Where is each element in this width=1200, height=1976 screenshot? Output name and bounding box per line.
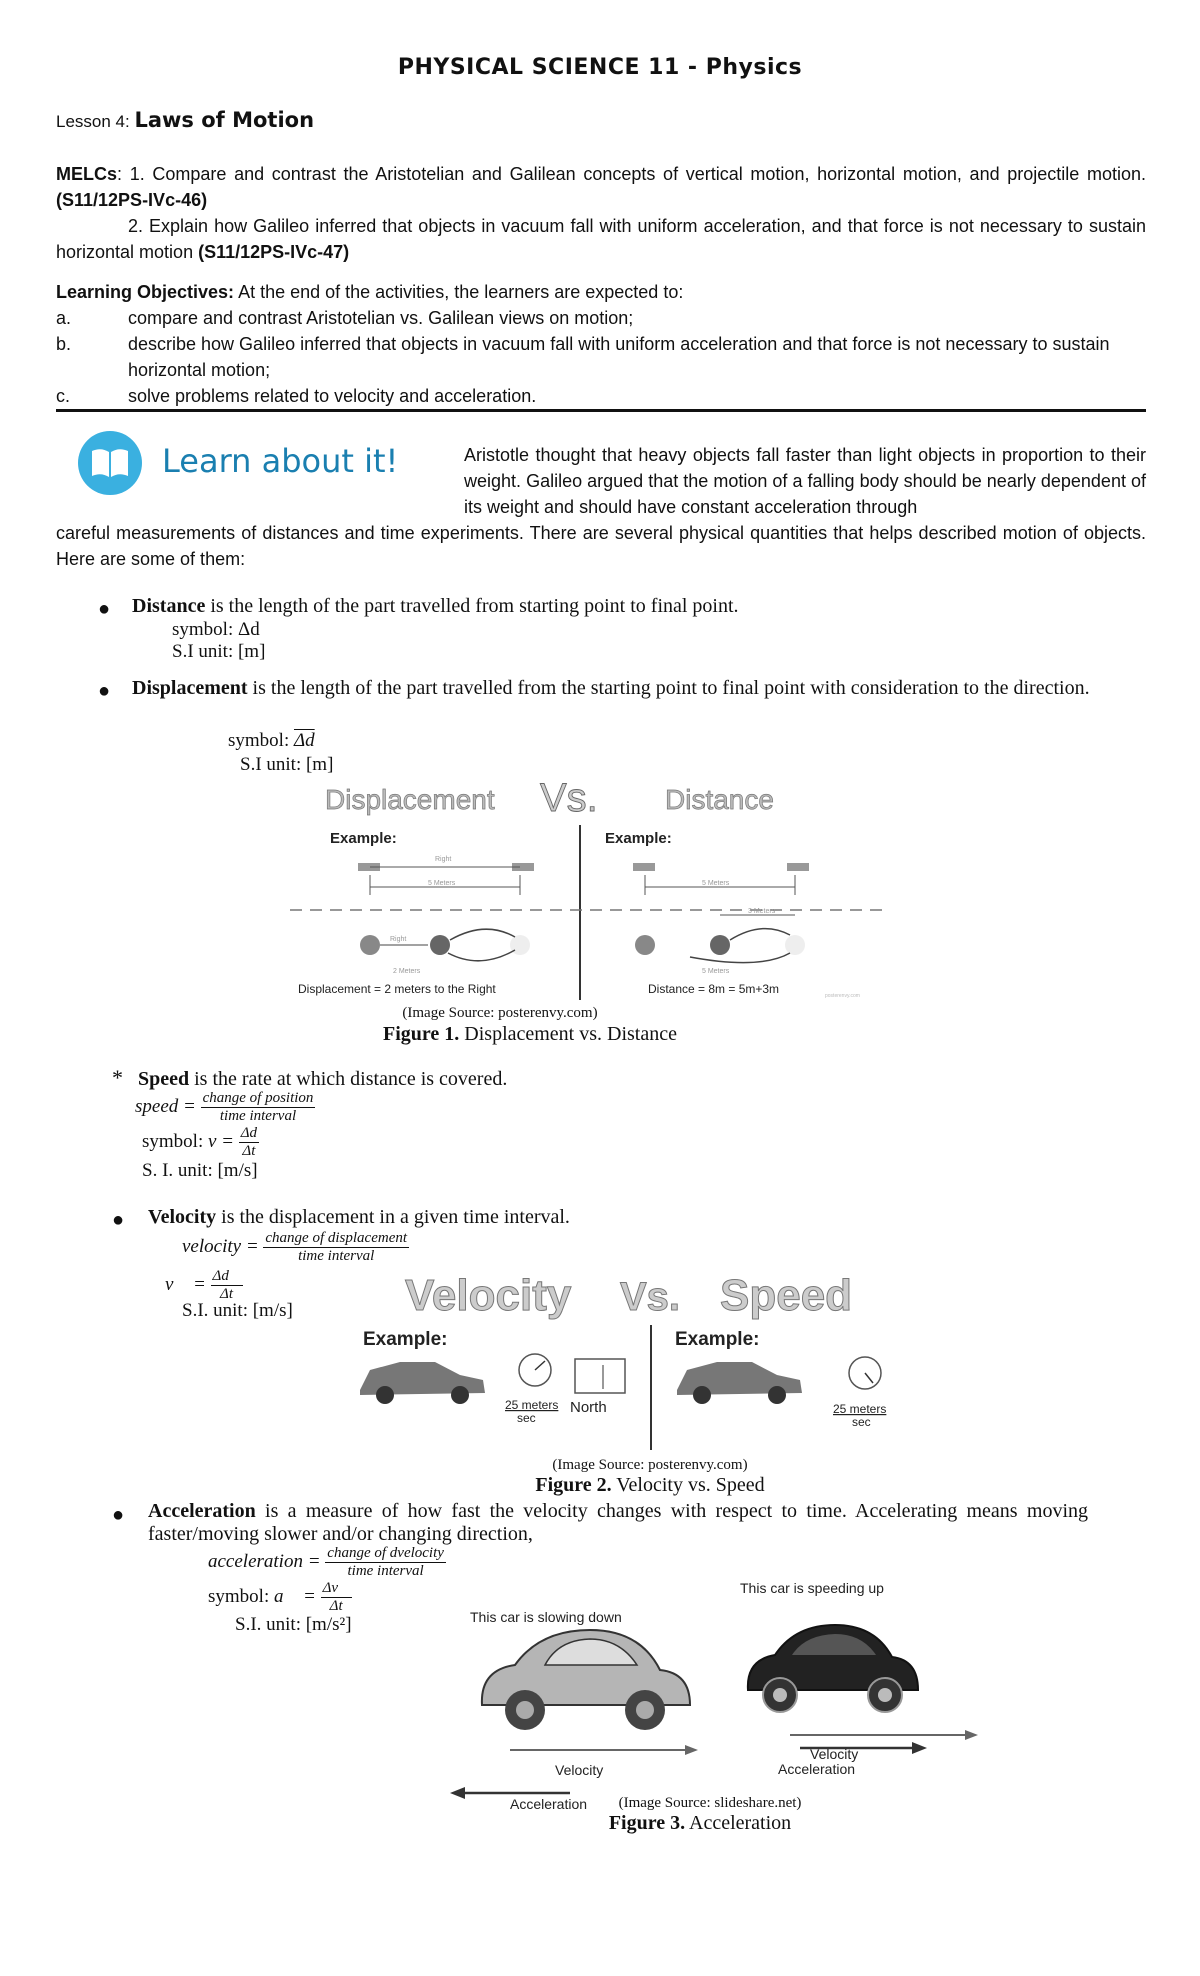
velocity-den: time interval xyxy=(298,1248,375,1264)
speed-formula-lhs: speed = xyxy=(135,1095,196,1117)
acceleration-def: is a measure of how fast the velocity changes with respect to time. Accelerating means moving faster/moving slower and/or changing direction, xyxy=(148,1500,1088,1545)
fig2-heading-right: Speed xyxy=(720,1271,853,1320)
fig1-arc xyxy=(450,929,515,940)
fig1-marker xyxy=(633,863,655,871)
fig2-heading-vs: Vs. xyxy=(620,1275,681,1319)
learn-about-it-badge xyxy=(70,428,460,498)
speed-symbol-label: symbol: xyxy=(142,1130,208,1152)
acceleration-symbol-fraction xyxy=(321,1580,352,1615)
fig1-label-5m-bottom: 5 Meters xyxy=(702,968,730,975)
velocity-term: Velocity xyxy=(148,1206,217,1228)
fig1-result-right: Distance = 8m = 5m+3m xyxy=(648,982,780,996)
fig3-arrowhead xyxy=(912,1742,927,1754)
distance-definition xyxy=(132,595,739,618)
objective-item xyxy=(56,331,1146,383)
acceleration-definition xyxy=(148,1500,1088,1546)
velocity-def: is the displacement in a given time interval. xyxy=(216,1206,570,1228)
fig3-fast-car xyxy=(748,1625,918,1712)
fig2-direction: North xyxy=(570,1399,607,1416)
velocity-symbol-lhs: v⃗ = xyxy=(165,1273,206,1295)
lesson-heading xyxy=(56,108,314,132)
figure-1-label: Figure 1. xyxy=(382,1023,460,1045)
objective-text: describe how Galileo inferred that objects in vacuum fall with uniform acceleration and that force is not necessary to sustain horizontal motion; xyxy=(128,334,1110,380)
displacement-symbol-value: $\overline{\Delta d}$ xyxy=(293,730,315,751)
speed-fraction xyxy=(201,1090,316,1125)
velocity-symbol xyxy=(165,1268,243,1303)
velocity-symbol-fraction xyxy=(211,1268,243,1303)
learn-intro-full: careful measurements of distances and time experiments. There are several physical quantities that helps described motion of objects. Here are some of them: xyxy=(56,523,1146,569)
objective-marker: b. xyxy=(56,334,72,354)
velocity-unit: S.I. unit: [m/s] xyxy=(182,1300,293,1321)
fig2-speed-right-num: 25 meters xyxy=(833,1402,887,1416)
figure-2-source: (Image Source: posterenvy.com) xyxy=(552,1457,748,1473)
figure-3-illustration xyxy=(440,1575,1000,1810)
fig1-ball xyxy=(430,935,450,955)
velocity-symbol-num: Δd⃗ xyxy=(212,1268,241,1284)
acceleration-num: change of dvelocity xyxy=(327,1545,444,1561)
melcs-code-1: (S11/12PS-IVc-46) xyxy=(56,190,208,210)
melcs-text-2: 2. Explain how Galileo inferred that objects in vacuum fall with uniform acceleration, and that force is not necessary to sustain horizontal motion xyxy=(56,216,1146,262)
fig3-velocity-left: Velocity xyxy=(555,1762,604,1778)
acceleration-den: time interval xyxy=(347,1563,424,1579)
displacement-def: is the length of the part travelled from the starting point to final point with consideration to the direction. xyxy=(247,677,1090,699)
figure-2-name: Velocity vs. Speed xyxy=(611,1474,765,1496)
displacement-unit: S.I unit: [m] xyxy=(240,754,334,775)
figure-2-caption xyxy=(430,1474,870,1497)
speed-star: * xyxy=(112,1065,123,1090)
velocity-fraction xyxy=(263,1230,409,1265)
fig2-car-right xyxy=(677,1362,802,1404)
distance-term: Distance xyxy=(132,595,206,617)
velocity-num: change of displacement xyxy=(265,1230,408,1246)
fig2-speed-right-den: sec xyxy=(852,1415,871,1429)
velocity-definition xyxy=(148,1206,570,1229)
figure-3-name: Acceleration xyxy=(685,1812,792,1834)
velocity-formula xyxy=(182,1230,409,1265)
speed-den: time interval xyxy=(219,1108,297,1124)
distance-unit: S.I unit: [m] xyxy=(172,641,266,662)
fig1-arc xyxy=(448,950,515,961)
fig3-slow-car xyxy=(482,1630,690,1730)
figure-1-source: (Image Source: posterenvy.com) xyxy=(402,1005,598,1021)
speed-symbol xyxy=(142,1125,259,1160)
bullet-dot: ● xyxy=(112,1209,125,1231)
figure-2-illustration xyxy=(355,1265,915,1453)
distance-def: is the length of the part travelled from starting point to final point. xyxy=(205,595,739,617)
lesson-colon: : xyxy=(125,112,130,131)
speed-symbol-den: Δt xyxy=(242,1143,256,1159)
fig3-arrowhead xyxy=(450,1787,465,1799)
fig3-fast-caption: This car is speeding up xyxy=(740,1580,884,1596)
fig2-speed-left-num: 25 meters xyxy=(505,1398,559,1412)
lesson-name: Laws of Motion xyxy=(134,108,315,132)
distance-symbol: symbol: Δd xyxy=(172,619,260,640)
acceleration-symbol-lhs: a⃗ = xyxy=(273,1585,316,1607)
fig1-label-2m: 2 Meters xyxy=(393,968,421,975)
fig3-slow-caption: This car is slowing down xyxy=(470,1609,622,1625)
displacement-symbol-label: symbol: xyxy=(228,730,294,751)
fig1-heading-vs: Vs. xyxy=(540,776,598,820)
velocity-formula-lhs: velocity = xyxy=(182,1235,259,1257)
fig1-label-5m: 5 Meters xyxy=(428,880,456,887)
acceleration-symbol xyxy=(208,1580,352,1615)
fig1-example-left: Example: xyxy=(330,830,397,847)
melcs-label: MELCs xyxy=(56,164,118,184)
fig1-arc xyxy=(730,929,790,940)
figure-3-caption xyxy=(560,1812,840,1835)
fig1-marker xyxy=(787,863,809,871)
acceleration-term: Acceleration xyxy=(148,1500,256,1522)
fig1-example-right: Example: xyxy=(605,830,672,847)
fig1-ball xyxy=(785,935,805,955)
melcs-item-2 xyxy=(56,213,1146,265)
learn-intro-right: Aristotle thought that heavy objects fall faster than light objects in proportion to their weight. Galileo argued that the motion of a falling body should be nearly dependent of its weight and should have constant acceleration through xyxy=(464,445,1146,517)
objectives-intro xyxy=(56,279,1146,305)
fig2-car-left xyxy=(360,1362,485,1404)
bullet-dot: ● xyxy=(98,680,111,702)
fig3-arrowhead xyxy=(965,1730,978,1740)
objective-marker: c. xyxy=(56,386,71,406)
acceleration-symbol-num: Δv⃗ xyxy=(322,1580,350,1596)
speed-symbol-num: Δd xyxy=(240,1125,258,1141)
speed-def: is the rate at which distance is covered. xyxy=(189,1068,508,1090)
fig1-watermark: posterenvy.com xyxy=(825,993,860,999)
melcs-text-1: : 1. Compare and contrast the Aristotelian and Galilean concepts of vertical motion, horizontal motion, and projectile motion. xyxy=(117,164,1146,184)
objectives-intro-text: At the end of the activities, the learners are expected to: xyxy=(234,282,684,302)
fig1-heading-right: Distance xyxy=(665,784,774,815)
speed-unit: S. I. unit: [m/s] xyxy=(142,1160,258,1181)
fig3-velocity-right: Velocity xyxy=(810,1746,859,1762)
figure-3-label: Figure 3. xyxy=(608,1812,686,1834)
displacement-symbol xyxy=(228,730,315,752)
figure-1-caption xyxy=(300,1023,760,1046)
displacement-term: Displacement xyxy=(132,677,248,699)
fig3-arrowhead xyxy=(685,1745,698,1755)
speed-formula xyxy=(135,1090,315,1125)
speed-symbol-lhs: v = xyxy=(207,1130,234,1152)
speed-definition xyxy=(138,1068,507,1091)
fig1-label-5m-right: 5 Meters xyxy=(702,880,730,887)
objectives-label: Learning Objectives: xyxy=(56,282,235,302)
speed-symbol-fraction xyxy=(239,1125,259,1160)
acceleration-unit: S.I. unit: [m/s²] xyxy=(235,1614,352,1635)
figure-1-name: Displacement vs. Distance xyxy=(459,1023,677,1045)
badge-label: Learn about it! xyxy=(162,442,399,480)
objective-marker: a. xyxy=(56,308,72,328)
acceleration-symbol-den: Δt xyxy=(329,1598,343,1614)
fig1-label-right: Right xyxy=(435,856,452,863)
fig2-map-icon xyxy=(575,1359,625,1393)
fig2-speed-left-den: sec xyxy=(517,1411,536,1425)
fig1-label-right-2: Right xyxy=(390,936,407,943)
displacement-definition xyxy=(132,677,1146,699)
acceleration-fraction xyxy=(325,1545,446,1580)
fig1-ball xyxy=(710,935,730,955)
fig1-arc xyxy=(690,953,790,963)
figure-2-label: Figure 2. xyxy=(535,1474,612,1496)
fig1-result-left: Displacement = 2 meters to the Right xyxy=(298,982,496,996)
objective-item xyxy=(56,305,1146,331)
fig1-heading-left: Displacement xyxy=(325,784,495,815)
bullet-dot: ● xyxy=(98,598,111,620)
fig2-example-right: Example: xyxy=(675,1329,760,1350)
page-title: PHYSICAL SCIENCE 11 - Physics xyxy=(397,55,803,80)
bullet-dot: ● xyxy=(112,1504,125,1526)
fig1-ball xyxy=(510,935,530,955)
fig1-ball xyxy=(635,935,655,955)
acceleration-formula xyxy=(208,1545,446,1580)
speed-num: change of position xyxy=(202,1090,314,1106)
acceleration-formula-lhs: acceleration = xyxy=(208,1550,321,1572)
objectives-list xyxy=(56,305,1146,409)
melcs-code-2: (S11/12PS-IVc-47) xyxy=(198,242,350,262)
figure-3-source: (Image Source: slideshare.net) xyxy=(618,1795,802,1811)
speed-term: Speed xyxy=(138,1068,190,1090)
fig2-heading-left: Velocity xyxy=(405,1271,572,1320)
objective-text: solve problems related to velocity and acceleration. xyxy=(128,386,537,406)
fig1-label-3m: 3 Meters xyxy=(748,908,776,915)
fig2-example-left: Example: xyxy=(363,1329,448,1350)
objective-text: compare and contrast Aristotelian vs. Galilean views on motion; xyxy=(128,308,634,328)
velocity-symbol-den: Δt xyxy=(220,1286,234,1302)
acceleration-symbol-label: symbol: xyxy=(208,1585,274,1607)
fig3-accel-right: Acceleration xyxy=(778,1761,856,1777)
section-divider xyxy=(56,409,1146,412)
fig3-accel-left: Acceleration xyxy=(510,1796,588,1810)
melcs-item-1 xyxy=(56,161,1146,213)
fig1-ball xyxy=(360,935,380,955)
objective-item xyxy=(56,383,1146,409)
figure-1-illustration xyxy=(290,775,890,1005)
lesson-number: Lesson 4 xyxy=(56,112,125,131)
